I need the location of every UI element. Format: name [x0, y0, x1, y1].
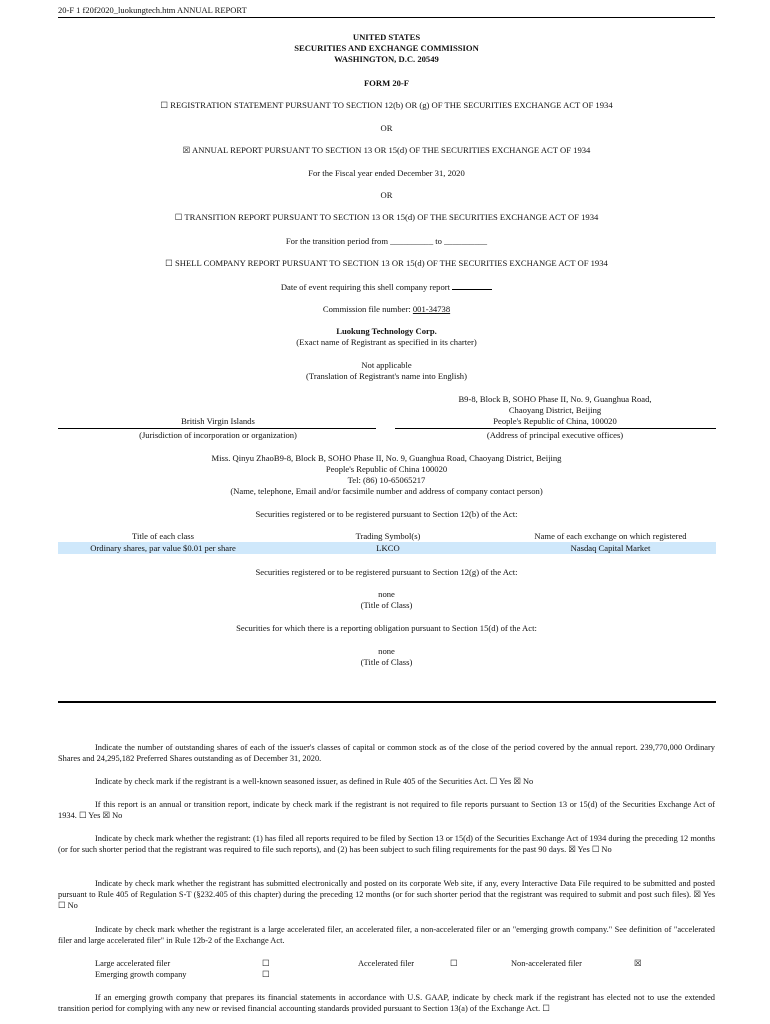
large-accelerated-filer-label: Large accelerated filer	[95, 959, 171, 968]
table-header-class: Title of each class	[132, 531, 194, 541]
transition-report-option: ☐ TRANSITION REPORT PURSUANT TO SECTION 13 OR 15(d) OF THE SECURITIES EXCHANGE ACT OF 1934	[174, 212, 599, 222]
jurisdiction-rule	[58, 428, 376, 429]
table-header-symbol: Trading Symbol(s)	[355, 531, 421, 541]
registrant-name: Luokung Technology Corp.	[336, 326, 437, 336]
not-required-paragraph: If this report is an annual or transition report, indicate by check mark if the registrant is not required to file reports pursuant to Section 13 or 15(d) of the Securities Exchange Act of 1934. ☐ Yes ☒ No	[58, 800, 715, 820]
filed-all-reports-paragraph: Indicate by check mark whether the registrant: (1) has filed all reports required to be filed by Section 13 or 15(d) of the Securities Exchange Act of 1934 during the preceding 12 months (or for such shorter period that the registrant was required to file such reports), and (2) has been subject to such filing requirements for the past 90 days. ☒ Yes ☐ No	[58, 834, 715, 854]
address-line-1: B9-8, Block B, SOHO Phase II, No. 9, Guanghua Road,	[458, 394, 652, 404]
shell-date-blank	[452, 281, 492, 290]
contact-line-1: Miss. Qinyu ZhaoB9-8, Block B, SOHO Phase II, No. 9, Guanghua Road, Chaoyang District, Beijing	[211, 453, 562, 463]
transition-period-line: For the transition period from __________ to __________	[285, 236, 488, 246]
section-12g-caption: (Title of Class)	[360, 600, 413, 610]
outstanding-shares-paragraph: Indicate the number of outstanding shares of each of the issuer's classes of capital or common stock as of the close of the period covered by the annual report. 239,770,000 Ordinary Shares and 24,295,182 Preferred Shares outstanding as of December 31, 2020.	[58, 743, 715, 763]
section-12b-heading: Securities registered or to be registered pursuant to Section 12(b) of the Act:	[255, 509, 518, 519]
registrant-name-caption: (Exact name of Registrant as specified in its charter)	[296, 337, 477, 347]
agency-line-3: WASHINGTON, D.C. 20549	[334, 54, 439, 64]
shell-date-line	[58, 281, 715, 293]
commission-file-number: 001-34738	[412, 304, 451, 314]
egc-gaap-paragraph: If an emerging growth company that prepares its financial statements in accordance with U.S. GAAP, indicate by check mark if the registrant has elected not to use the extended transition period for complying with any new or revised financial accounting standards provided pursuant to Section 13(a) of the Exchange Act. ☐	[58, 993, 715, 1013]
agency-line-1: UNITED STATES	[352, 32, 421, 42]
table-cell-class: Ordinary shares, par value $0.01 per share	[90, 543, 236, 553]
registration-statement-option: ☐ REGISTRATION STATEMENT PURSUANT TO SECTION 12(b) OR (g) OF THE SECURITIES EXCHANGE ACT OF 1934	[160, 100, 613, 110]
or-separator-1: OR	[380, 123, 393, 133]
fiscal-year-line: For the Fiscal year ended December 31, 2020	[308, 168, 465, 178]
shell-date-label: Date of event requiring this shell company report	[280, 282, 451, 292]
interactive-data-paragraph: Indicate by check mark whether the registrant has submitted electronically and posted on its corporate Web site, if any, every Interactive Data File required to be submitted and posted pursuant to Rule 405 of Regulation S-T (§232.405 of this chapter) during the preceding 12 months (or for such shorter period that the registrant was required to submit and post such files). ☒ Yes ☐ No	[58, 879, 715, 910]
section-15d-heading: Securities for which there is a reporting obligation pursuant to Section 15(d) of the Act:	[236, 623, 537, 633]
contact-line-2: People's Republic of China 100020	[325, 464, 448, 474]
table-cell-symbol: LKCO	[376, 543, 400, 553]
form-title: FORM 20-F	[363, 78, 410, 88]
section-15d-value: none	[378, 646, 395, 656]
contact-caption: (Name, telephone, Email and/or facsimile number and address of company contact person)	[230, 486, 543, 496]
section-divider	[58, 701, 716, 703]
commission-file-label: Commission file number:	[322, 304, 411, 314]
registrant-translation: Not applicable	[361, 360, 412, 370]
jurisdiction-value: British Virgin Islands	[181, 416, 255, 426]
section-12g-heading: Securities registered or to be registered pursuant to Section 12(g) of the Act:	[255, 567, 518, 577]
emerging-growth-company-checkbox: ☐	[262, 970, 270, 979]
address-line-2: Chaoyang District, Beijing	[508, 405, 602, 415]
document-header: 20-F 1 f20f2020_luokungtech.htm ANNUAL REPORT	[58, 5, 247, 15]
address-line-3: People's Republic of China, 100020	[493, 416, 617, 426]
non-accelerated-filer-label: Non-accelerated filer	[511, 959, 582, 968]
annual-report-option: ☒ ANNUAL REPORT PURSUANT TO SECTION 13 OR 15(d) OF THE SECURITIES EXCHANGE ACT OF 1934	[182, 145, 591, 155]
address-rule	[395, 428, 716, 429]
section-12g-value: none	[378, 589, 395, 599]
commission-file-line	[58, 304, 715, 315]
or-separator-2: OR	[380, 190, 393, 200]
section-15d-caption: (Title of Class)	[360, 657, 413, 667]
shell-company-option: ☐ SHELL COMPANY REPORT PURSUANT TO SECTION 13 OR 15(d) OF THE SECURITIES EXCHANGE ACT OF 1934	[165, 258, 608, 268]
filer-type-paragraph: Indicate by check mark whether the registrant is a large accelerated filer, an accelerated filer, a non-accelerated filer or an "emerging growth company." See definition of "accelerated filer and large accelerated filer" in Rule 12b-2 of the Exchange Act.	[58, 925, 715, 945]
table-cell-exchange: Nasdaq Capital Market	[570, 543, 651, 553]
emerging-growth-company-label: Emerging growth company	[95, 970, 187, 979]
table-header-exchange: Name of each exchange on which registered	[534, 531, 687, 541]
contact-line-3: Tel: (86) 10-65065217	[347, 475, 426, 485]
address-caption: (Address of principal executive offices)	[486, 430, 624, 440]
accelerated-filer-checkbox: ☐	[450, 959, 458, 968]
agency-line-2: SECURITIES AND EXCHANGE COMMISSION	[294, 43, 479, 53]
accelerated-filer-label: Accelerated filer	[358, 959, 415, 968]
large-accelerated-filer-checkbox: ☐	[262, 959, 270, 968]
registrant-translation-caption: (Translation of Registrant's name into English)	[306, 371, 467, 381]
non-accelerated-filer-checkbox: ☒	[634, 959, 642, 968]
header-rule	[58, 17, 715, 18]
wksi-paragraph: Indicate by check mark if the registrant is a well-known seasoned issuer, as defined in Rule 405 of the Securities Act. ☐ Yes ☒ No	[95, 777, 534, 786]
jurisdiction-caption: (Jurisdiction of incorporation or organization)	[139, 430, 297, 440]
